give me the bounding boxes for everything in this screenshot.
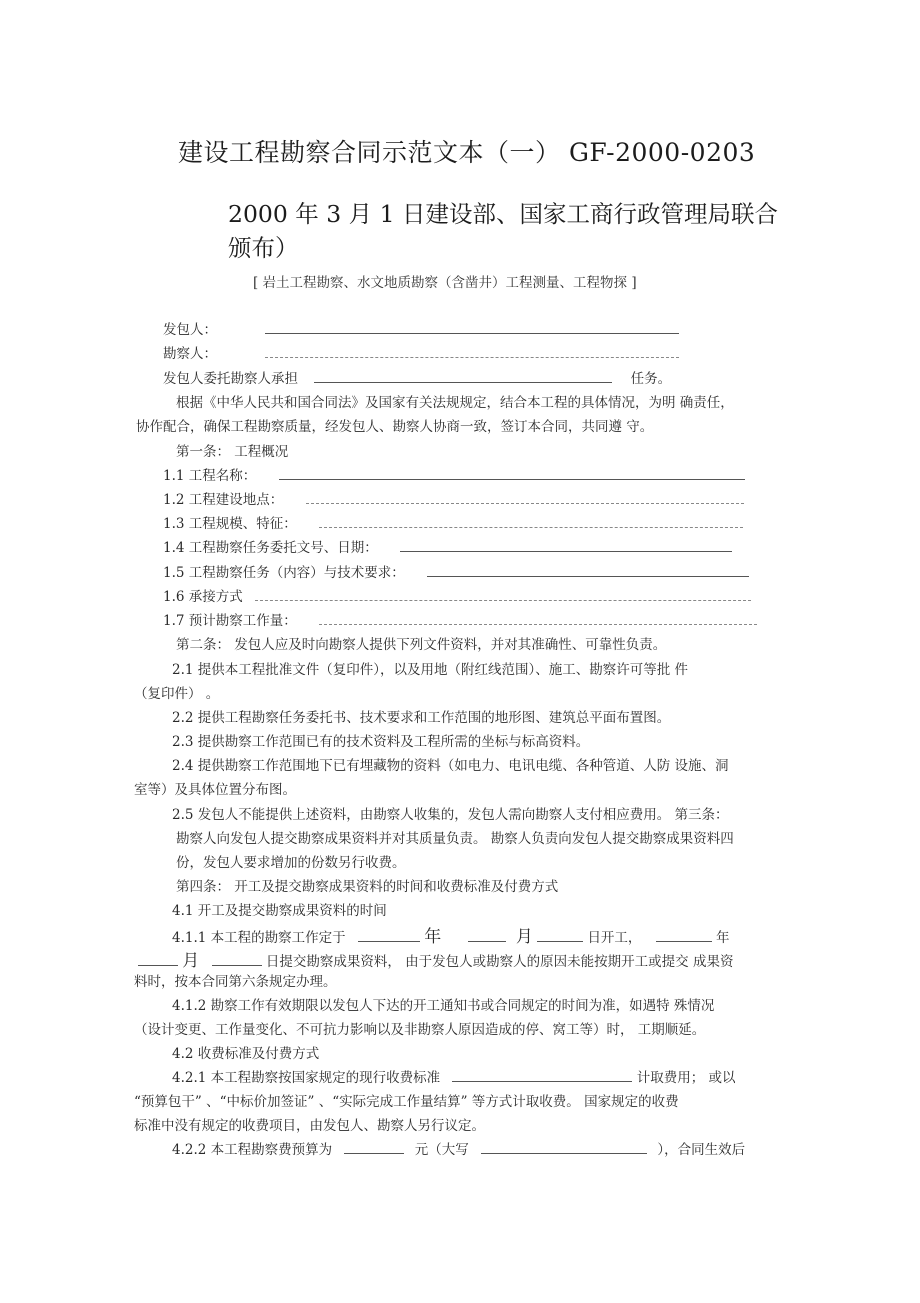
article-1-item: [163, 585, 751, 605]
start-year-field[interactable]: [358, 930, 420, 942]
contract-method-field[interactable]: [255, 589, 751, 601]
project-scale-field[interactable]: [319, 516, 743, 528]
item-4-2-1-line-3: 标准中没有规定的收费项目，由发包人、勘察人另行议定。: [134, 1118, 485, 1134]
item-4-1-2-line-1: 4.1.2 勘察工作有效期限以发包人下达的开工通知书或合同规定的时间为准，如遇特 殊情况: [172, 998, 715, 1014]
budget-uppercase-field[interactable]: [481, 1142, 647, 1154]
item-4-2-2-line-1: [172, 1138, 745, 1158]
submit-day-label: 日提交勘察成果资料， 由于发包人或勘察人的原因未能按期开工或提交 成果资: [265, 954, 734, 970]
item-4-1-2-line-2: （设计变更、工作量变化、不可抗力影响以及非勘察人原因造成的停、窝工等）时， 工期顺延。: [134, 1022, 706, 1038]
item-2-5: 2.5 发包人不能提供上述资料，由勘察人收集的，发包人需向勘察人支付相应费用。 第三条：: [172, 807, 729, 823]
item-2-4-line-1: 2.4 提供勘察工作范围地下已有埋藏物的资料（如电力、电讯电缆、各种管道、人防 设施、洞: [172, 758, 729, 774]
workload-field[interactable]: [319, 613, 757, 625]
item-label: 1.1 工程名称：: [163, 468, 257, 484]
surveyor-label: 勘察人：: [163, 346, 217, 362]
submit-year-field[interactable]: [656, 930, 712, 942]
item-label: 1.2 工程建设地点：: [163, 492, 284, 508]
start-day-label: 日开工，: [587, 930, 642, 946]
item-4-2-1-line-1: [172, 1066, 736, 1086]
preamble-line-1: 根据《中华人民共和国合同法》及国家有关法规规定，结合本工程的具体情况，为明 确责任，: [176, 395, 734, 411]
surveyor-row: [163, 342, 679, 362]
item-2-4-line-2: 室等）及具体位置分布图。: [134, 782, 296, 798]
item-4-2: 4.2 收费标准及付费方式: [172, 1046, 320, 1062]
client-field[interactable]: [265, 322, 679, 334]
article-1-heading: 第一条： 工程概况: [176, 444, 289, 460]
year-label: 年: [424, 927, 442, 947]
article-1-item: [163, 609, 757, 629]
item-4-1-1-prefix: 4.1.1 本工程的勘察工作定于: [172, 930, 346, 946]
start-month-field[interactable]: [468, 930, 506, 942]
budget-unit-label: 元（大写: [414, 1142, 469, 1158]
start-day-field[interactable]: [537, 930, 583, 942]
item-label: 1.3 工程规模、特征：: [163, 516, 297, 532]
article-4-heading: 第四条： 开工及提交勘察成果资料的时间和收费标准及付费方式: [176, 879, 559, 895]
article-2-heading: 第二条： 发包人应及时向勘察人提供下列文件资料，并对其准确性、可靠性负责。: [176, 637, 667, 653]
commission-field[interactable]: [314, 371, 612, 383]
fee-standard-field[interactable]: [452, 1070, 632, 1082]
item-4-2-1-prefix: 4.2.1 本工程勘察按国家规定的现行收费标准: [172, 1070, 441, 1086]
submit-month-field[interactable]: [138, 954, 178, 966]
item-label: 1.7 预计勘察工作量：: [163, 613, 297, 629]
item-4-2-2-suffix: ），合同生效后: [657, 1142, 746, 1158]
article-3-line-1: 勘察人向发包人提交勘察成果资料并对其质量负责。 勘察人负责向发包人提交勘察成果资料四: [176, 831, 734, 847]
article-1-item: [163, 464, 745, 484]
item-2-1-line-1: 2.1 提供本工程批准文件（复印件），以及用地（附红线范围）、施工、勘察许可等批 件: [172, 662, 689, 678]
budget-amount-field[interactable]: [344, 1142, 404, 1154]
item-label: 1.4 工程勘察任务委托文号、日期：: [163, 540, 378, 556]
commission-suffix: 任务。: [630, 371, 672, 387]
article-3-line-2: 份，发包人要求增加的份数另行收费。: [176, 855, 406, 871]
project-location-field[interactable]: [306, 492, 744, 504]
submit-day-field[interactable]: [212, 954, 262, 966]
preamble-line-2: 协作配合，确保工程勘察质量，经发包人、勘察人协商一致，签订本合同，共同遵 守。: [136, 419, 654, 435]
month-label: 月: [515, 927, 533, 947]
survey-task-field[interactable]: [427, 565, 749, 577]
article-1-item: [163, 488, 744, 508]
submit-year-label: 年: [716, 930, 730, 946]
commission-row: [163, 367, 671, 387]
item-4-1: 4.1 开工及提交勘察成果资料的时间: [172, 903, 387, 919]
document-title: 建设工程勘察合同示范文本（一） GF-2000-0203: [178, 138, 756, 167]
item-4-2-2-prefix: 4.2.2 本工程勘察费预算为: [172, 1142, 333, 1158]
surveyor-field[interactable]: [265, 346, 679, 358]
article-1-item: [163, 536, 732, 556]
item-4-1-1-line-1: [172, 922, 730, 947]
client-label: 发包人：: [163, 322, 217, 338]
item-4-2-1-line-2: “预算包干” 、“中标价加签证” 、“实际完成工作量结算” 等方式计取收费。 国家规定的收费: [134, 1094, 679, 1110]
document-scope: [ 岩土工程勘察、水文地质勘察（含凿井）工程测量、工程物探 ]: [253, 275, 637, 291]
submit-month-label: 月: [182, 951, 200, 971]
item-label: 1.6 承接方式: [163, 589, 243, 605]
item-4-1-1-line-3: 料时，按本合同第六条规定办理。: [134, 974, 337, 990]
item-4-2-1-suffix: 计取费用； 或以: [636, 1070, 736, 1086]
item-4-1-1-line-2: [138, 946, 733, 971]
item-2-3: 2.3 提供勘察工作范围已有的技术资料及工程所需的坐标与标高资料。: [172, 734, 590, 750]
commission-doc-field[interactable]: [400, 540, 732, 552]
item-label: 1.5 工程勘察任务（内容）与技术要求：: [163, 565, 405, 581]
item-2-2: 2.2 提供工程勘察任务委托书、技术要求和工作范围的地形图、建筑总平面布置图。: [172, 710, 671, 726]
item-2-1-line-2: （复印件） 。: [134, 686, 220, 702]
client-row: [163, 318, 679, 338]
article-1-item: [163, 561, 749, 581]
commission-prefix: 发包人委托勘察人承担: [163, 371, 298, 387]
document-subtitle: 2000 年 3 月 1 日建设部、国家工商行政管理局联合颁布）: [228, 200, 779, 262]
project-name-field[interactable]: [279, 468, 745, 480]
article-1-item: [163, 512, 743, 532]
